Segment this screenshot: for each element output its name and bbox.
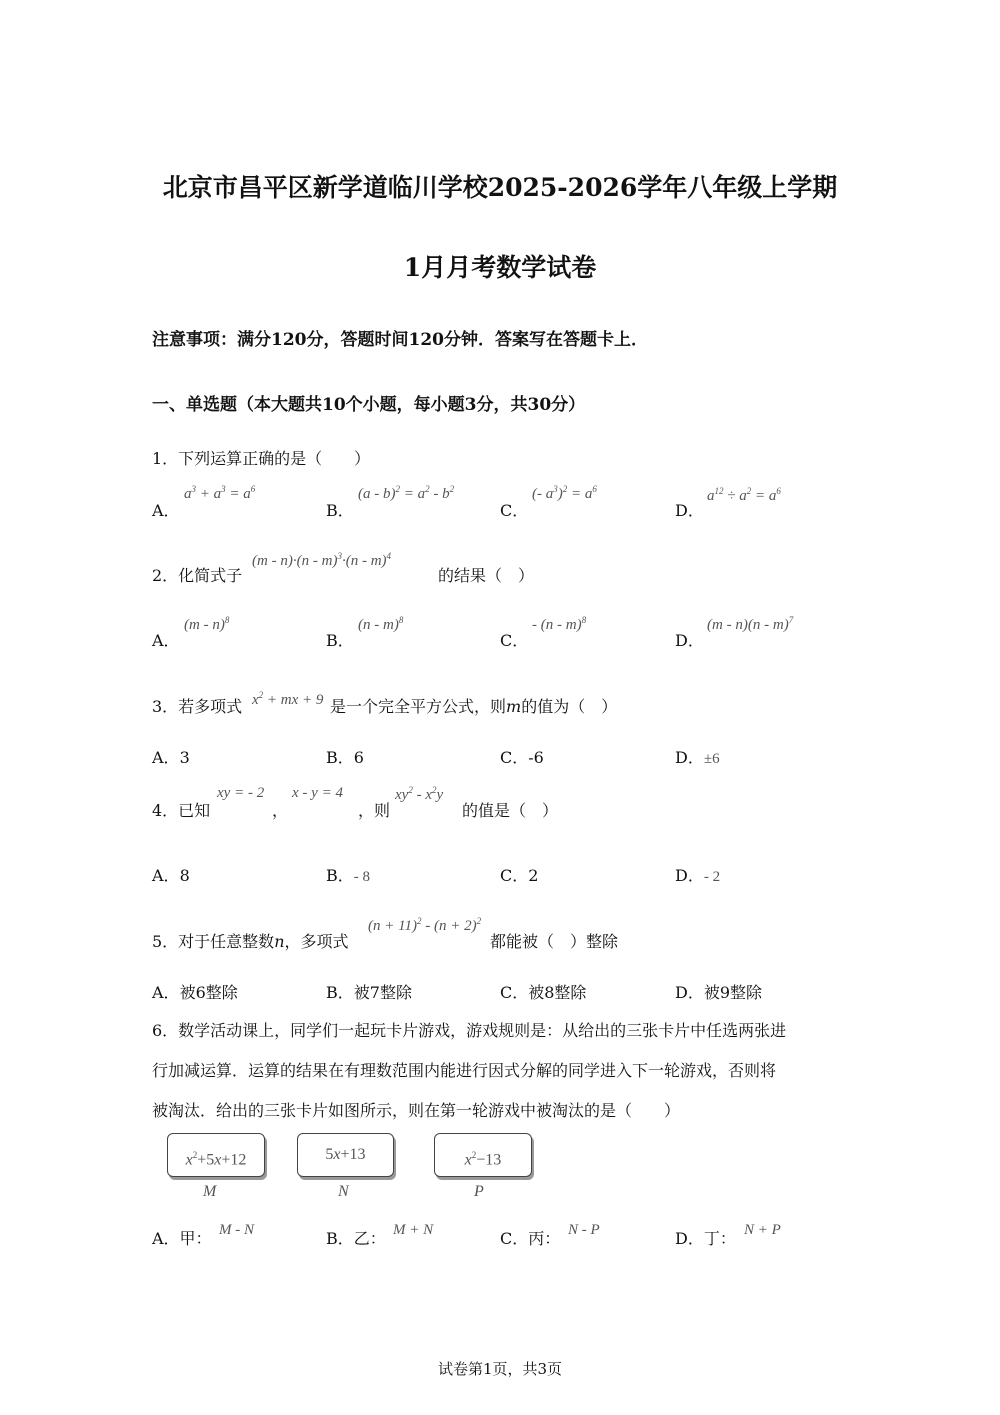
question-2-stem-prefix: 2．化简式子 bbox=[152, 566, 243, 585]
q2-option-b-expr: (n - m)$^8$ bbox=[358, 615, 404, 633]
q4-stem-expr-2: x - y = 4 bbox=[292, 785, 343, 801]
page-footer: 试卷第1页，共3页 bbox=[437, 1360, 563, 1378]
card-n: 5x+13 bbox=[297, 1133, 394, 1177]
card-m-label: M bbox=[203, 1183, 217, 1200]
question-4-stem-suffix: 的值是（ ） bbox=[462, 801, 559, 820]
card-p-label: P bbox=[474, 1183, 484, 1200]
q4-stem-expr-1: xy = - 2 bbox=[217, 785, 265, 801]
q2-stem-expr: (m - n)·(n - m)$^3$·(n - m)$^4$ bbox=[252, 551, 392, 569]
notice-text: 注意事项：满分120分，答题时间120分钟．答案写在答题卡上． bbox=[152, 330, 648, 350]
q6-option-a-expr: M - N bbox=[219, 1222, 255, 1238]
q1-option-d-label: D． bbox=[675, 501, 704, 520]
q5-option-d: D．被9整除 bbox=[675, 983, 763, 1002]
q1-option-b-expr: $(a - b)^2 = a^2 - b^2$ bbox=[358, 484, 455, 502]
q5-option-a: A．被6整除 bbox=[152, 983, 238, 1002]
q5-option-b: B．被7整除 bbox=[326, 983, 412, 1002]
q6-option-d-label: D．丁： bbox=[675, 1229, 736, 1248]
q1-option-b-label: B． bbox=[326, 501, 354, 520]
question-6-stem-line3: 被淘汰．给出的三张卡片如图所示，则在第一轮游戏中被淘汰的是（ ） bbox=[152, 1101, 681, 1120]
q2-option-a-expr: (m - n)$^8$ bbox=[184, 615, 230, 633]
question-4-comma: ， bbox=[272, 801, 289, 820]
q5-stem-expr: $(n + 11)^2 - (n + 2)^2$ bbox=[368, 916, 482, 934]
q1-option-d-expr: $a^{12} \div a^2 = a^6$ bbox=[707, 486, 781, 504]
q3-stem-expr: $x^2$ + mx + 9 bbox=[252, 690, 324, 708]
card-m: $x^2+5x+12$ bbox=[167, 1133, 265, 1177]
q2-option-b-label: B． bbox=[326, 631, 354, 650]
q1-option-a-label: A． bbox=[152, 501, 180, 520]
q6-option-a-label: A．甲： bbox=[152, 1229, 212, 1248]
question-1-stem: 1．下列运算正确的是（ ） bbox=[152, 449, 371, 468]
question-4-then: ，则 bbox=[358, 801, 391, 820]
q4-option-b: B．- 8 bbox=[326, 866, 371, 885]
exam-title-line2: 1月月考数学试卷 bbox=[403, 253, 597, 282]
exam-title-line1: 北京市昌平区新学道临川学校2025-2026学年八年级上学期 bbox=[162, 173, 838, 202]
q2-option-c-expr: - (n - m)$^8$ bbox=[532, 615, 587, 633]
q4-option-a: A．8 bbox=[152, 866, 190, 885]
question-4-stem-prefix: 4．已知 bbox=[152, 801, 211, 820]
q3-option-a: A．3 bbox=[152, 748, 190, 767]
q3-option-d: D．±6 bbox=[675, 748, 720, 767]
q6-option-c-label: C．丙： bbox=[500, 1229, 561, 1248]
q1-option-c-label: C． bbox=[500, 501, 529, 520]
q6-option-b-expr: M + N bbox=[393, 1222, 434, 1238]
q4-option-c: C．2 bbox=[500, 866, 539, 885]
q2-option-d-expr: (m - n)(n - m)$^7$ bbox=[707, 615, 794, 633]
q6-option-c-expr: N - P bbox=[568, 1222, 600, 1238]
card-p: $x^2-13$ bbox=[434, 1133, 532, 1177]
q4-stem-expr-3: $xy^2 - x^2y$ bbox=[395, 785, 444, 803]
q1-option-a-expr: $a^3 + a^3 = a^6$ bbox=[184, 484, 256, 502]
q5-option-c: C．被8整除 bbox=[500, 983, 587, 1002]
q2-option-c-label: C． bbox=[500, 631, 529, 650]
question-2-stem-suffix: 的结果（ ） bbox=[438, 566, 535, 585]
question-3-stem-prefix: 3．若多项式 bbox=[152, 697, 243, 716]
q2-option-d-label: D． bbox=[675, 631, 704, 650]
q1-option-c-expr: (- $a^3)^2 = a^6$ bbox=[532, 484, 597, 502]
q4-option-d: D．- 2 bbox=[675, 866, 721, 885]
q6-option-d-expr: N + P bbox=[744, 1222, 781, 1238]
q2-option-a-label: A． bbox=[152, 631, 180, 650]
q3-option-c: C．-6 bbox=[500, 748, 544, 767]
q6-option-b-label: B．乙： bbox=[326, 1229, 386, 1248]
question-5-stem-suffix: 都能被（ ）整除 bbox=[490, 932, 619, 951]
question-6-stem-line2: 行加减运算．运算的结果在有理数范围内能进行因式分解的同学进入下一轮游戏，否则将 bbox=[152, 1061, 777, 1080]
q3-option-b: B．6 bbox=[326, 748, 364, 767]
section-heading: 一、单选题（本大题共10个小题，每小题3分，共30分） bbox=[152, 395, 586, 415]
question-3-stem-middle: 是一个完全平方公式，则m的值为（ ） bbox=[330, 697, 618, 716]
question-6-stem-line1: 6．数学活动课上，同学们一起玩卡片游戏，游戏规则是：从给出的三张卡片中任选两张进 bbox=[152, 1021, 787, 1040]
card-n-label: N bbox=[338, 1183, 349, 1200]
question-5-stem: 5．对于任意整数n，多项式 bbox=[152, 932, 349, 951]
